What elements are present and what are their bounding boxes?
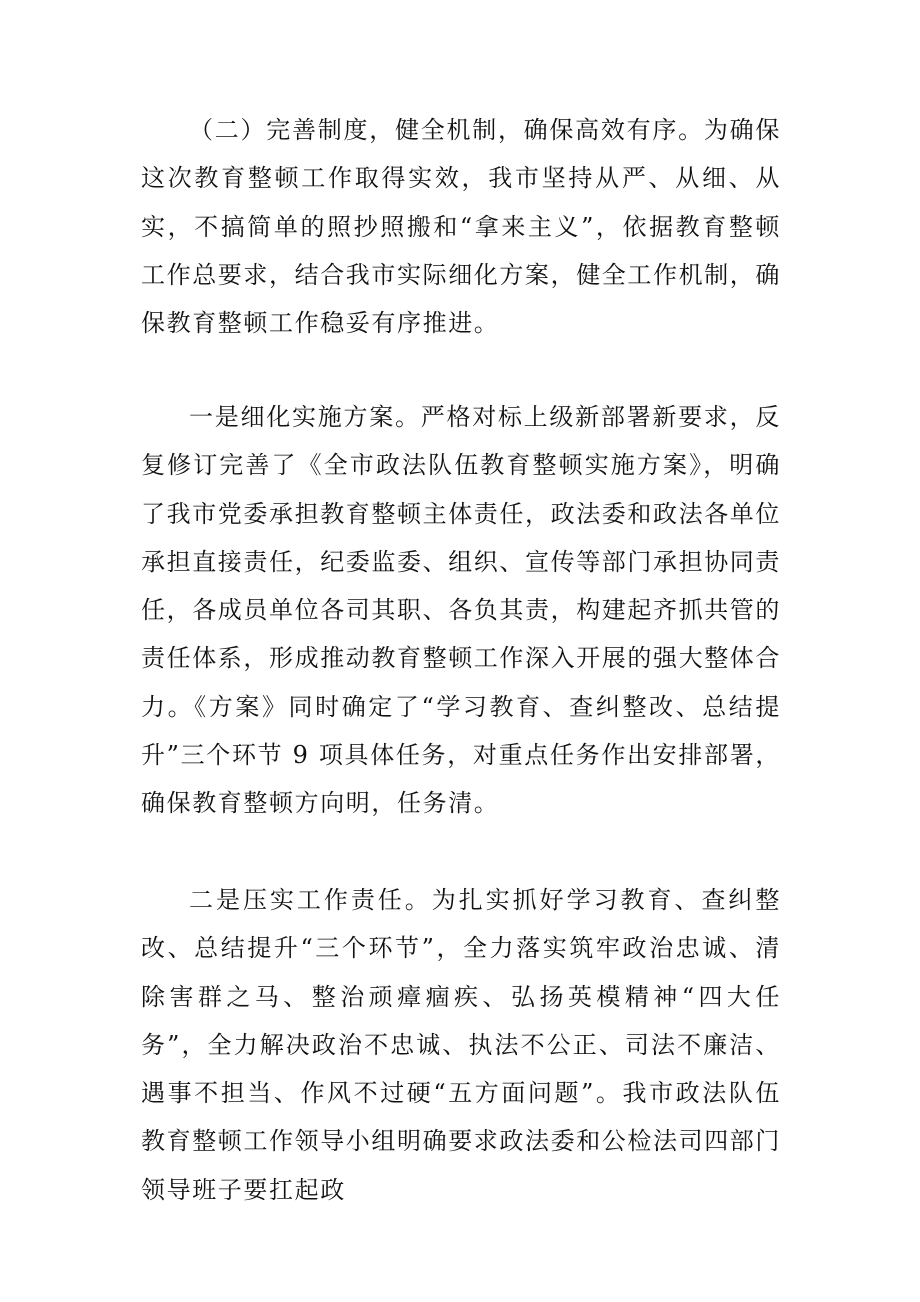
paragraph-consolidate-responsibility: 二是压实工作责任。为扎实抓好学习教育、查纠整改、总结提升“三个环节”，全力落实筑牢政治忠诚、清除害群之马、整治顽瘴痼疾、弘扬英模精神“四大任务”，全力解决政治不忠诚、执法不公正、司法不廉洁、遇事不担当、作风不过硬“五方面问题”。我市政法队伍教育整顿工作领导小组明确要求政法委和公检法司四部门领导班子要扛起政 (141, 886, 781, 1204)
paragraph-improve-system: （二）完善制度，健全机制，确保高效有序。为确保这次教育整顿工作取得实效，我市坚持从严、从细、从实，不搞简单的照抄照搬和“拿来主义”，依据教育整顿工作总要求，结合我市实际细化方案，健全工作机制，确保教育整顿工作稳妥有序推进。 (141, 116, 781, 338)
paragraph-refine-plan: 一是细化实施方案。严格对标上级新部署新要求，反复修订完善了《全市政法队伍教育整顿实施方案》，明确了我市党委承担教育整顿主体责任，政法委和政法各单位承担直接责任，纪委监委、组织、宣传等部门承担协同责任，各成员单位各司其职、各负其责，构建起齐抓共管的责任体系，形成推动教育整顿工作深入开展的强大整体合力。《方案》同时确定了“学习教育、查纠整改、总结提升”三个环节 9 项具体任务，对重点任务作出安排部署，确保教育整顿方向明，任务清。 (141, 403, 781, 818)
